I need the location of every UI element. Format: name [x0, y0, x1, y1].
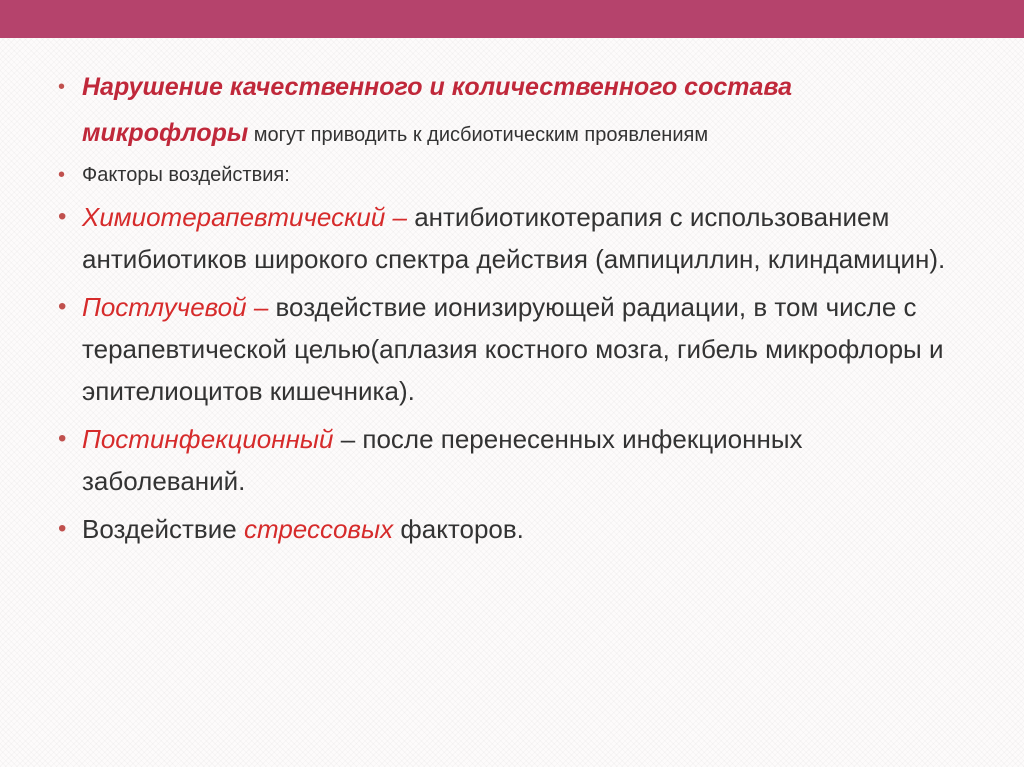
item-emphasis: стрессовых — [243, 514, 394, 544]
bullet-marker: • — [58, 203, 67, 230]
bullet-marker: • — [58, 76, 66, 98]
item-text: воздействие ионизирующей радиации, в том числе с терапевтической целью(аплазия костного мозга, гибель микрофлоры и эпителиоцитов кишечника). — [82, 292, 944, 406]
item-text: Факторы воздействия: — [82, 164, 290, 186]
item-text: могут приводить к дисбиотическим проявлениям — [248, 124, 709, 146]
list-item — [58, 508, 958, 550]
item-prefix: Воздействие — [82, 514, 244, 544]
top-accent-bar — [0, 0, 1024, 38]
item-text: факторов. — [393, 514, 524, 544]
bullet-list — [58, 64, 958, 556]
list-item — [58, 286, 958, 412]
list-item — [58, 418, 958, 502]
bullet-marker: • — [58, 293, 67, 320]
item-text: – после перенесенных инфекционных заболеваний. — [82, 424, 803, 496]
bullet-marker: • — [58, 425, 67, 452]
item-emphasis: Нарушение качественного и количественного состава микрофлоры — [82, 73, 793, 147]
bullet-marker: • — [58, 164, 66, 186]
list-item — [58, 160, 958, 190]
item-emphasis: Постинфекционный — [82, 424, 334, 454]
list-item — [58, 196, 958, 280]
bullet-marker: • — [58, 515, 67, 542]
item-text: антибиотикотерапия с использованием антибиотиков широкого спектра действия (ампициллин, клиндамицин). — [82, 202, 946, 274]
item-emphasis: Постлучевой – — [82, 292, 269, 322]
item-emphasis: Химиотерапевтический – — [82, 202, 407, 232]
list-item — [58, 64, 958, 158]
